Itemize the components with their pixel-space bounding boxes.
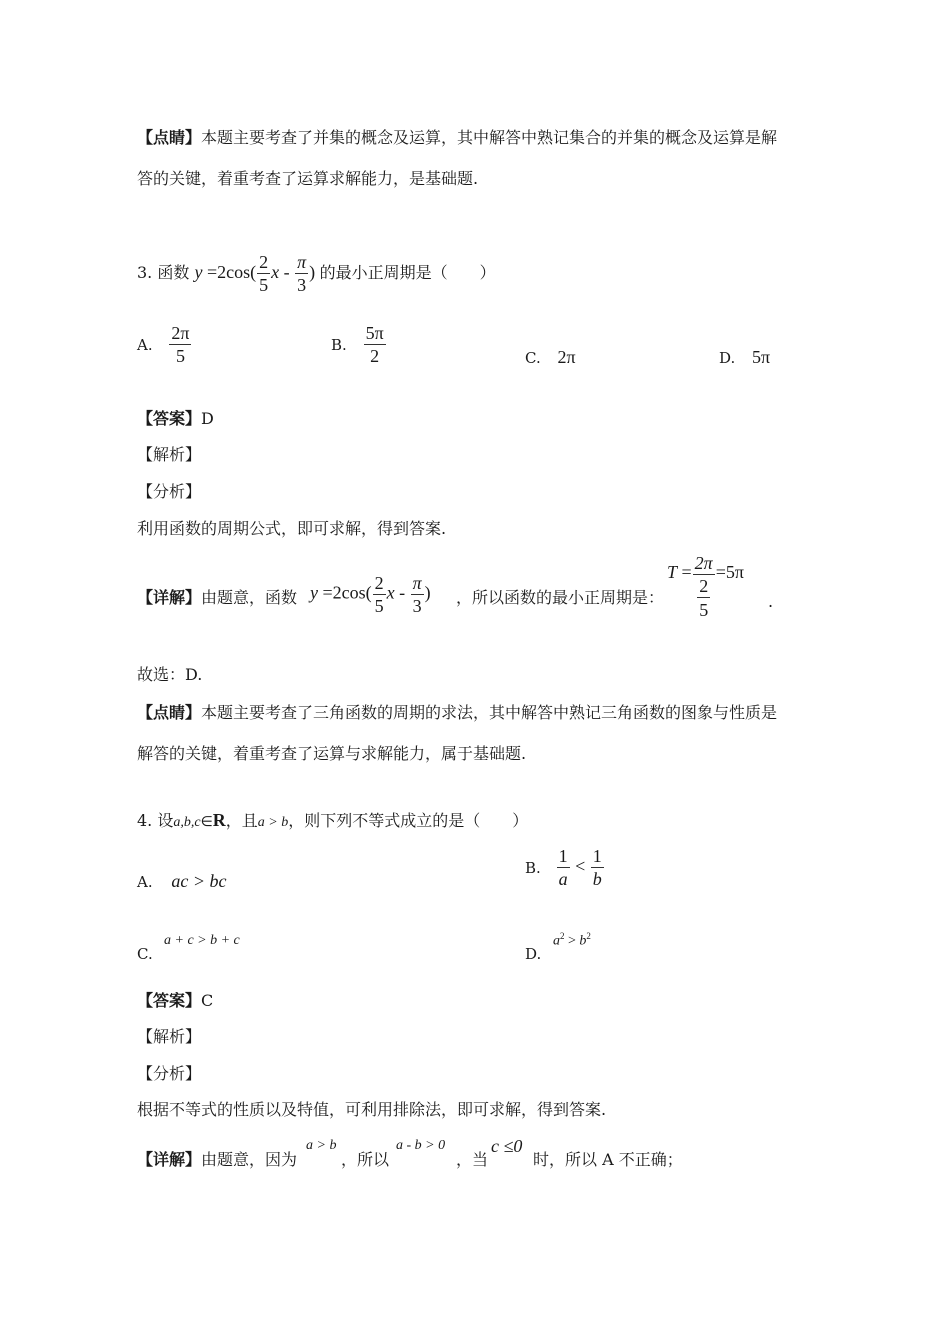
intro-line-2 <box>137 169 478 189</box>
detail-cond-1: a > b <box>306 1138 337 1153</box>
option-a-frac <box>169 322 191 367</box>
q3-guxuan: 故选：D. <box>137 665 203 684</box>
option-label: C. <box>137 945 153 963</box>
lhs-num: 1 <box>558 846 568 866</box>
detail-label: 【详解】 <box>137 588 202 607</box>
option-label: A. <box>137 335 153 354</box>
frac-num: 2 <box>259 252 269 273</box>
q4-vars: a,b,c <box>173 815 201 830</box>
q3-jiexi: 【解析】 <box>137 445 202 464</box>
dianjing-text-1: 本题主要考查了三角函数的周期的求法，其中解答中熟记三角函数的图象与性质是 <box>201 703 778 722</box>
period-den-num: 2 <box>699 576 709 596</box>
rhs-num: 1 <box>592 846 602 866</box>
period-den <box>695 575 712 622</box>
intro-text-2: 答的关键，着重考查了运算求解能力，是基础题. <box>137 169 479 188</box>
option-label: D. <box>719 349 736 367</box>
q4-answer <box>137 991 213 1011</box>
q3-suffix: 的最小正周期是（ ） <box>319 263 496 282</box>
q3-option-b[interactable] <box>331 322 387 367</box>
gt: > <box>564 933 580 949</box>
option-d-value: 5π <box>752 347 771 367</box>
q3-fenxi-text: 利用函数的周期公式，即可求解，得到答案. <box>137 519 447 538</box>
frac-num: 2 <box>374 573 384 593</box>
frac-pi: π <box>297 252 307 273</box>
rhs-den: b <box>592 869 602 889</box>
q4-stem <box>137 810 528 833</box>
option-c-expr: a + c > b + c <box>164 933 240 948</box>
sup-a: 2 <box>560 931 565 941</box>
option-b-frac <box>364 322 386 367</box>
option-b-den: 2 <box>370 346 380 366</box>
q4-option-d[interactable] <box>525 944 541 964</box>
answer-value: D <box>201 409 214 428</box>
q4-prefix: 4. 设 <box>137 811 174 830</box>
close-paren: ) <box>309 262 316 282</box>
option-label: B. <box>525 858 541 877</box>
q3-dianjing-1 <box>137 703 777 723</box>
period-dot: . <box>768 592 774 611</box>
period-T: T <box>667 562 678 582</box>
lhs-den: a <box>558 869 568 889</box>
option-a-den: 5 <box>175 346 185 366</box>
func-eq: =2cos( <box>206 262 257 282</box>
frac-2-5 <box>257 251 270 296</box>
period-frac <box>693 552 715 622</box>
frac-pi-den: 3 <box>297 275 307 296</box>
detail-cond-3: c ≤0 <box>491 1136 523 1156</box>
frac-pi-3 <box>411 572 424 617</box>
option-label: B. <box>331 335 347 354</box>
option-b-expr <box>556 846 605 889</box>
dianjing-label: 【点睛】 <box>137 703 202 722</box>
detail-cond-2: a - b > 0 <box>396 1138 446 1153</box>
q3-prefix: 3. 函数 <box>137 263 190 282</box>
q4-cond: a > b <box>257 815 289 830</box>
answer-label: 【答案】 <box>137 409 202 428</box>
frac-pi-3 <box>295 251 308 296</box>
q4-R: R <box>212 810 226 830</box>
q3-option-d[interactable] <box>719 347 770 368</box>
option-a-expr: ac > bc <box>171 871 227 891</box>
sup-b: 2 <box>586 931 591 941</box>
dianjing-label: 【点睛】 <box>137 128 202 147</box>
q4-detail <box>137 1150 297 1170</box>
detail-p4: 时，所以 A 不正确； <box>533 1150 683 1169</box>
frac-pi-den: 3 <box>412 596 422 616</box>
frac-den: 5 <box>259 275 269 296</box>
q4-in: ∈ <box>200 815 213 830</box>
q3-stem <box>137 248 496 297</box>
option-label: C. <box>525 349 541 367</box>
q4-option-c[interactable] <box>137 944 153 964</box>
option-d-expr <box>553 931 591 950</box>
q4-fenxi-text: 根据不等式的性质以及特值，可利用排除法，即可求解，得到答案. <box>137 1100 607 1119</box>
minus: - <box>394 582 410 603</box>
option-c-value: 2π <box>557 347 576 367</box>
func-eq: =2cos( <box>322 582 372 603</box>
detail-p1: 由题意，因为 <box>201 1150 298 1169</box>
var-x: x <box>271 262 280 282</box>
period-num: 2π <box>694 553 713 573</box>
q3-detail <box>137 588 297 608</box>
expr-b: b <box>579 933 587 949</box>
q4-suffix: ，则下列不等式成立的是（ ） <box>288 811 529 830</box>
frac-1-a <box>557 845 570 890</box>
detail-p3: ，当 <box>456 1150 489 1169</box>
q3-detail-post: ，所以函数的最小正周期是： <box>456 588 665 607</box>
q3-fenxi: 【分析】 <box>137 482 202 501</box>
frac-2-5 <box>373 572 386 617</box>
q3-dianjing-2: 解答的关键，着重考查了运算与求解能力，属于基础题. <box>137 744 527 763</box>
option-b-num: 5π <box>365 323 384 343</box>
q3-detail-function <box>310 572 431 617</box>
q4-fenxi: 【分析】 <box>137 1064 202 1083</box>
detail-pre: 由题意，函数 <box>201 588 298 607</box>
period-den-den: 5 <box>699 600 709 620</box>
frac-den: 5 <box>374 596 384 616</box>
answer-value: C <box>201 991 214 1010</box>
intro-line-1 <box>137 128 777 148</box>
detail-p2: ，所以 <box>341 1150 390 1169</box>
q3-option-c[interactable] <box>525 347 576 368</box>
close-paren: ) <box>424 582 431 603</box>
var-x: x <box>386 582 395 603</box>
frac-pi: π <box>412 573 422 593</box>
q4-option-b[interactable] <box>525 845 605 890</box>
q3-answer <box>137 409 214 429</box>
func-lhs: y <box>194 262 203 282</box>
q3-function <box>194 252 319 296</box>
func-lhs: y <box>310 582 318 603</box>
minus: - <box>279 262 295 282</box>
period-formula <box>667 552 744 622</box>
q4-mid: ，且 <box>225 811 258 830</box>
detail-label: 【详解】 <box>137 1150 202 1169</box>
q4-jiexi: 【解析】 <box>137 1027 202 1046</box>
expr-a: a <box>553 933 560 949</box>
option-label: A. <box>137 873 153 891</box>
answer-label: 【答案】 <box>137 991 202 1010</box>
period-result: =5π <box>715 562 744 582</box>
q3-option-a[interactable] <box>137 322 192 367</box>
op-lt: < <box>575 855 586 876</box>
option-a-num: 2π <box>171 323 190 343</box>
period-eq: = <box>681 562 692 582</box>
frac-1-b <box>591 845 604 890</box>
q4-option-a[interactable] <box>137 871 227 892</box>
intro-text-1: 本题主要考查了并集的概念及运算，其中解答中熟记集合的并集的概念及运算是解 <box>201 128 778 147</box>
option-label: D. <box>525 945 542 963</box>
